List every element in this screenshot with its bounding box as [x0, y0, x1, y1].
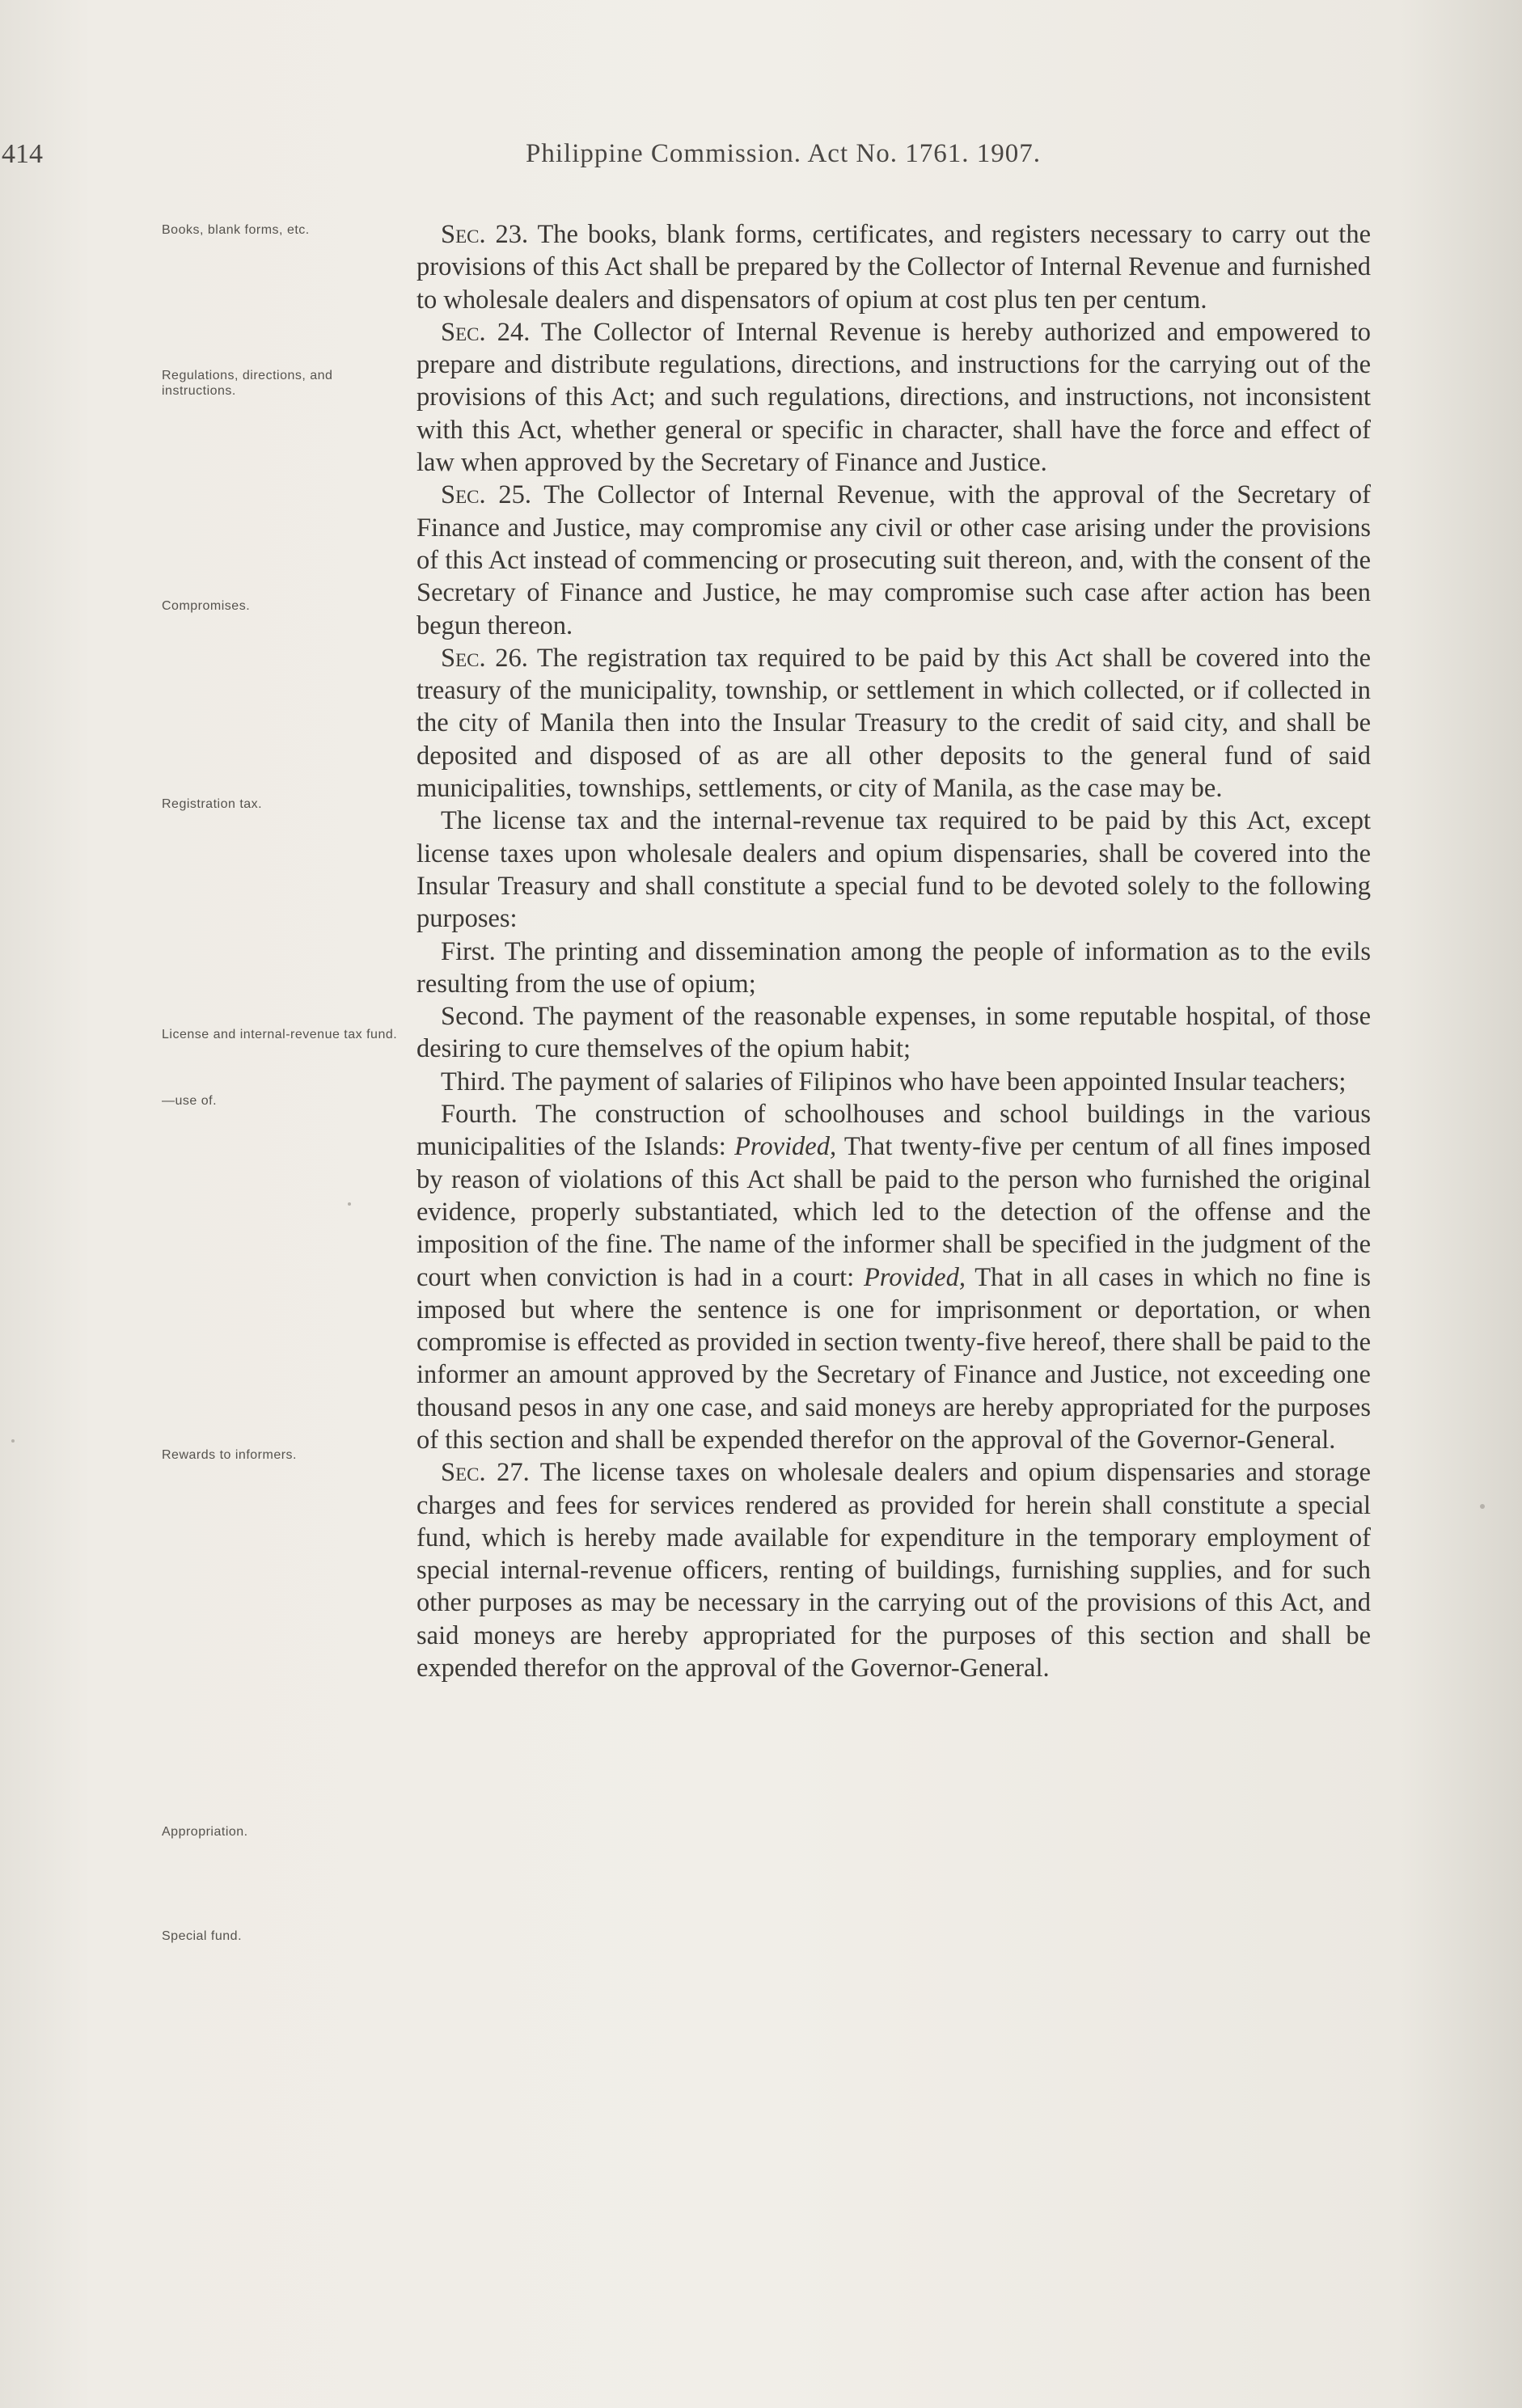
paper-speck — [11, 1439, 15, 1443]
section-24-label: Sec. 24. — [441, 317, 531, 347]
section-26-text: The registration tax required to be paid by this Act shall be covered into the treasury of the municipality, township, or settlement in which collected, or if collected in the city of Manila then into the Insular Treasury to the credit of said city, and shall be deposited and disposed of as are all other deposits to the general fund of said municipalities, townships, settlements, or city of Manila, as the case may be. — [416, 643, 1372, 804]
margin-note-license: License and internal-revenue tax fund. — [162, 1028, 398, 1041]
act-body — [416, 218, 1371, 1684]
margin-note-use: —use of. — [162, 1094, 218, 1108]
section-24 — [416, 316, 1371, 479]
paper-speck — [1480, 1504, 1485, 1509]
purpose-first: First. The printing and dissemination among the people of information as to the evils resulting from the use of opium; — [416, 936, 1371, 999]
margin-note-rewards: Rewards to informers. — [162, 1448, 297, 1462]
proviso-1: Provided, — [734, 1132, 837, 1162]
section-25-label: Sec. 25. — [441, 480, 531, 510]
section-23-label: Sec. 23. — [441, 220, 529, 249]
paper-speck — [348, 1202, 351, 1206]
purpose-third: Third. The payment of salaries of Filipinos who have been appointed Insular teachers; — [441, 1067, 1347, 1096]
section-23 — [416, 218, 1371, 316]
margin-note-books: Books, blank forms, etc. — [162, 223, 310, 237]
margin-note-registration: Registration tax. — [162, 797, 263, 811]
margin-note-regulations: Regulations, directions, and instructions. — [162, 369, 333, 398]
section-27-label: Sec. 27. — [441, 1458, 530, 1488]
proviso-2: Provided, — [863, 1262, 966, 1292]
license-fund-paragraph: The license tax and the internal-revenue tax required to be paid by this Act, except license taxes upon wholesale dealers and opium dispensaries, shall be covered into the Insular Treasury and shall constitute a special fund to be devoted solely to the following purposes: — [416, 806, 1371, 934]
page-number: 414 — [2, 139, 43, 169]
page-header — [0, 139, 1522, 180]
margin-note-compromises: Compromises. — [162, 599, 251, 613]
section-23-text: The books, blank forms, certificates, and registers necessary to carry out the provisions of this Act shall be prepared by the Collector of Internal Revenue and furnished to wholesale dealers and dispensators of opium at cost plus ten per centum. — [416, 220, 1372, 315]
margin-note-appropriation: Appropriation. — [162, 1825, 248, 1839]
running-head: Philippine Commission. Act No. 1761. 1907. — [526, 139, 1041, 168]
purpose-second: Second. The payment of the reasonable expenses, in some reputable hospital, of those desiring to cure themselves of the opium habit; — [416, 1002, 1371, 1064]
section-26-label: Sec. 26. — [441, 643, 528, 673]
purpose-fourth-text-b: That twenty-five per centum of all fines imposed by reason of violations of this Act shall be paid to the person who furnished the original evidence, properly substantiated, which led to the detection of the offense and the imposition of the fine. The name of the informer shall be specified in the judgment of the court when conviction is had in a court: — [416, 1132, 1372, 1292]
margin-note-special: Special fund. — [162, 1929, 243, 1943]
purpose-fourth — [416, 1098, 1371, 1456]
section-26 — [416, 642, 1371, 805]
purpose-fourth-text-a: Fourth. The construction of schoolhouses and school buildings in the various municipalities of the Islands: — [416, 1100, 1371, 1162]
section-27-text: The license taxes on wholesale dealers and opium dispensaries and storage charges and fees for services rendered as provided for herein shall constitute a special fund, which is hereby made available for expenditure in the temporary employment of special internal-revenue officers, renting of buildings, furnishing supplies, and for such other purposes as may be necessary in the carrying out of the provisions of this Act, and said moneys are hereby appropriated for the purposes of this section and shall be expended therefor on the approval of the Governor-General. — [416, 1458, 1372, 1683]
section-24-text: The Collector of Internal Revenue is hereby authorized and empowered to prepare and distribute regulations, directions, and instructions for the carrying out of the provisions of this Act; and such regulations, directions, and instructions, not inconsistent with this Act, whether general or specific in character, shall have the force and effect of law when approved by the Secretary of Finance and Justice. — [416, 317, 1372, 478]
section-25-text: The Collector of Internal Revenue, with the approval of the Secretary of Finance and Justice, may compromise any civil or other case arising under the provisions of this Act instead of commencing or prosecuting suit thereon, and, with the consent of the Secretary of Finance and Justice, he may compromise such case after action has been begun thereon. — [416, 480, 1371, 640]
section-25 — [416, 479, 1371, 641]
section-27 — [416, 1456, 1371, 1684]
purpose-fourth-text-c: That in all cases in which no fine is imposed but where the sentence is one for imprisonment or deportation, or when compromise is effected as provided in section twenty-five hereof, there shall be paid to the informer an amount approved by the Secretary of Finance and Justice, not exceeding one thousand pesos in any one case, and said moneys are hereby appropriated for the purposes of this section and shall be expended therefor on the approval of the Governor-General. — [416, 1262, 1371, 1455]
